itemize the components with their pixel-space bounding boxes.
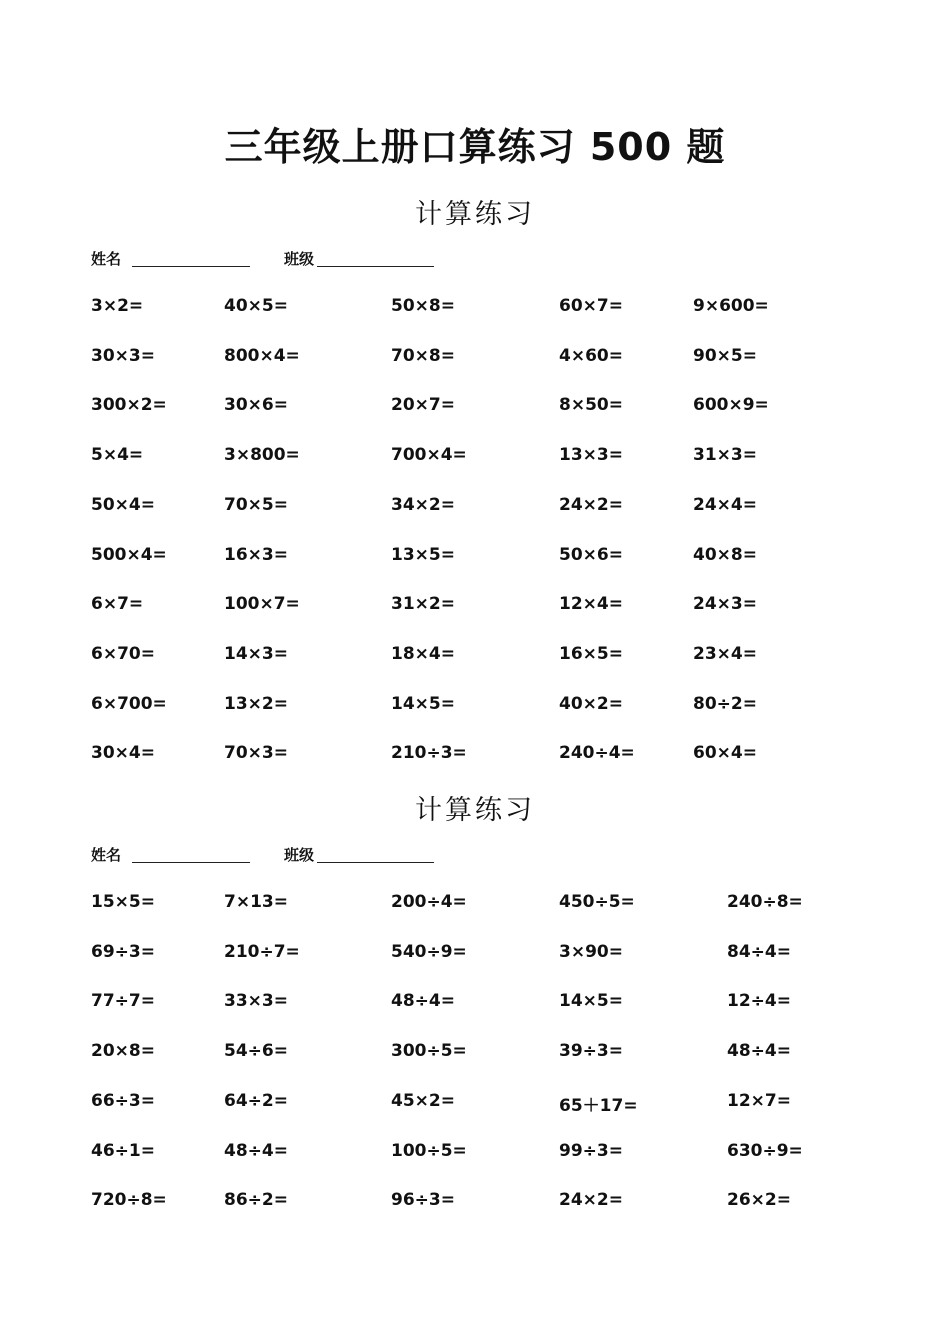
math-problem: 15×5= xyxy=(91,892,155,912)
math-problem: 100×7= xyxy=(224,594,300,615)
math-problem: 33×3= xyxy=(224,991,288,1012)
math-problem: 12÷4= xyxy=(727,991,791,1012)
math-problem: 54÷6= xyxy=(224,1041,288,1062)
math-problem: 50×4= xyxy=(91,494,155,515)
math-problem: 540÷9= xyxy=(391,941,467,962)
math-problem: 65＋17= xyxy=(559,1095,638,1116)
math-problem: 99÷3= xyxy=(559,1140,623,1161)
math-problem: 450÷5= xyxy=(559,892,635,912)
math-problem: 16×5= xyxy=(559,643,623,664)
math-problem: 13×2= xyxy=(224,693,288,714)
name-label: 姓名 xyxy=(91,846,122,864)
math-problem: 13×3= xyxy=(559,445,623,466)
math-problem: 86÷2= xyxy=(224,1190,288,1211)
math-problem: 24×4= xyxy=(693,494,757,515)
math-problem: 39÷3= xyxy=(559,1041,623,1062)
math-problem: 6×70= xyxy=(91,643,155,664)
math-problem: 80÷2= xyxy=(693,693,757,714)
name-label: 姓名 xyxy=(91,250,122,268)
math-problem: 16×3= xyxy=(224,544,288,565)
problem-row xyxy=(0,395,950,425)
math-problem: 96÷3= xyxy=(391,1190,455,1211)
page-title: 三年级上册口算练习 500 题 xyxy=(224,125,726,169)
math-problem: 14×3= xyxy=(224,643,288,664)
class-blank[interactable] xyxy=(317,862,434,863)
class-blank[interactable] xyxy=(317,266,434,267)
math-problem: 90×5= xyxy=(693,345,757,366)
math-problem: 3×2= xyxy=(91,296,144,316)
math-problem: 18×4= xyxy=(391,643,455,664)
math-problem: 60×4= xyxy=(693,743,757,764)
problem-row xyxy=(0,296,950,326)
math-problem: 7×13= xyxy=(224,892,288,912)
math-problem: 31×3= xyxy=(693,445,757,466)
problem-row xyxy=(0,892,950,922)
math-problem: 30×6= xyxy=(224,395,288,416)
math-problem: 500×4= xyxy=(91,544,167,565)
name-blank[interactable] xyxy=(132,266,250,267)
problem-row xyxy=(0,445,950,475)
math-problem: 6×7= xyxy=(91,594,144,615)
math-problem: 45×2= xyxy=(391,1090,455,1111)
section-heading: 计算练习 xyxy=(415,795,535,826)
math-problem: 200÷4= xyxy=(391,892,467,912)
math-problem: 3×90= xyxy=(559,941,623,962)
problem-row xyxy=(0,594,950,624)
math-problem: 48÷4= xyxy=(391,991,455,1012)
problem-row xyxy=(0,346,950,376)
math-problem: 60×7= xyxy=(559,296,623,316)
math-problem: 240÷8= xyxy=(727,892,803,912)
math-problem: 30×3= xyxy=(91,345,155,366)
math-problem: 300÷5= xyxy=(391,1041,467,1062)
problem-row xyxy=(0,942,950,972)
math-problem: 300×2= xyxy=(91,395,167,416)
math-problem: 84÷4= xyxy=(727,941,791,962)
math-problem: 24×3= xyxy=(693,594,757,615)
math-problem: 13×5= xyxy=(391,544,455,565)
problem-row xyxy=(0,644,950,674)
math-problem: 12×4= xyxy=(559,594,623,615)
math-problem: 46÷1= xyxy=(91,1140,155,1161)
class-label: 班级 xyxy=(284,846,315,864)
problem-row xyxy=(0,1190,950,1220)
math-problem: 100÷5= xyxy=(391,1140,467,1161)
math-problem: 40×8= xyxy=(693,544,757,565)
math-problem: 5×4= xyxy=(91,445,144,466)
math-problem: 31×2= xyxy=(391,594,455,615)
problem-row xyxy=(0,545,950,575)
math-problem: 70×3= xyxy=(224,743,288,764)
math-problem: 210÷7= xyxy=(224,941,300,962)
math-problem: 34×2= xyxy=(391,494,455,515)
problem-row xyxy=(0,1141,950,1171)
math-problem: 8×50= xyxy=(559,395,623,416)
math-problem: 4×60= xyxy=(559,345,623,366)
math-problem: 720÷8= xyxy=(91,1190,167,1211)
math-problem: 50×6= xyxy=(559,544,623,565)
math-problem: 6×700= xyxy=(91,693,167,714)
math-problem: 9×600= xyxy=(693,296,769,316)
problem-row xyxy=(0,495,950,525)
math-problem: 69÷3= xyxy=(91,941,155,962)
math-problem: 14×5= xyxy=(391,693,455,714)
math-problem: 30×4= xyxy=(91,743,155,764)
math-problem: 40×2= xyxy=(559,693,623,714)
problem-row xyxy=(0,1091,950,1121)
name-blank[interactable] xyxy=(132,862,250,863)
math-problem: 20×8= xyxy=(91,1041,155,1062)
math-problem: 40×5= xyxy=(224,296,288,316)
math-problem: 23×4= xyxy=(693,643,757,664)
math-problem: 240÷4= xyxy=(559,743,635,764)
math-problem: 26×2= xyxy=(727,1190,791,1211)
math-problem: 12×7= xyxy=(727,1090,791,1111)
class-label: 班级 xyxy=(284,250,315,268)
section-heading: 计算练习 xyxy=(415,199,535,230)
problem-row xyxy=(0,743,950,773)
math-problem: 14×5= xyxy=(559,991,623,1012)
math-problem: 50×8= xyxy=(391,296,455,316)
math-problem: 66÷3= xyxy=(91,1090,155,1111)
math-problem: 600×9= xyxy=(693,395,769,416)
math-problem: 77÷7= xyxy=(91,991,155,1012)
math-problem: 70×5= xyxy=(224,494,288,515)
math-problem: 24×2= xyxy=(559,494,623,515)
math-problem: 630÷9= xyxy=(727,1140,803,1161)
math-problem: 700×4= xyxy=(391,445,467,466)
problem-row xyxy=(0,991,950,1021)
problem-row xyxy=(0,1041,950,1071)
math-problem: 48÷4= xyxy=(727,1041,791,1062)
math-problem: 20×7= xyxy=(391,395,455,416)
math-problem: 210÷3= xyxy=(391,743,467,764)
math-problem: 24×2= xyxy=(559,1190,623,1211)
math-problem: 48÷4= xyxy=(224,1140,288,1161)
math-problem: 64÷2= xyxy=(224,1090,288,1111)
math-problem: 800×4= xyxy=(224,345,300,366)
math-problem: 70×8= xyxy=(391,345,455,366)
math-problem: 3×800= xyxy=(224,445,300,466)
problem-row xyxy=(0,694,950,724)
